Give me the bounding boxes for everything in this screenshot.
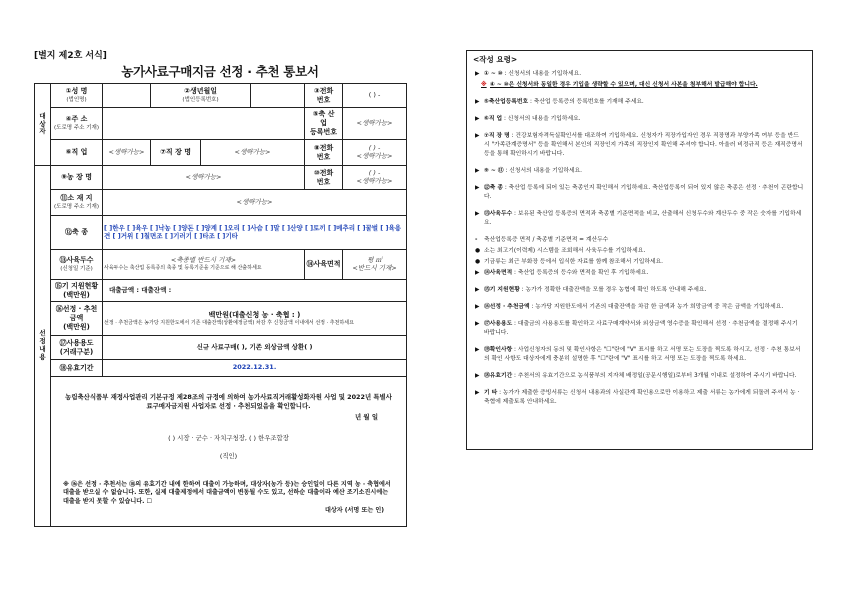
form-number-label: [별지 제2호 서식]	[34, 51, 107, 61]
workplace-value[interactable]: <생략가능>	[201, 140, 305, 166]
guide-item-marker: ▶	[475, 372, 480, 379]
official-seal-label: (직인)	[219, 451, 238, 460]
job-label: ⑥직 업	[51, 140, 103, 166]
guide-item-marker: ●	[475, 258, 481, 265]
guide-item-heading: ⑲확인사항	[484, 346, 513, 353]
guide-item-text	[484, 184, 804, 202]
guide-item	[475, 70, 804, 79]
choice-label: ⑯선정 · 추천 금액 (백만원)	[51, 302, 103, 336]
guide-item-heading: 기 타	[484, 389, 498, 396]
guide-item-text	[484, 389, 804, 407]
statement-box	[51, 377, 407, 527]
guide-item-marker: ▶	[475, 286, 480, 293]
heads-label-cell: ⑬사육두수 (신청일 기준)	[51, 250, 103, 280]
guide-item-heading: ⑭사육면적	[484, 269, 513, 276]
guide-item-text	[484, 98, 804, 107]
selection-side-label: 선 정 내 용	[35, 166, 51, 527]
guide-item	[475, 210, 804, 228]
guide-item-marker: ※	[481, 81, 487, 88]
selection-form	[34, 48, 406, 527]
guide-item-body: : 축산업 등록증의 등수와 면적을 확인 후 기입하세요.	[514, 269, 649, 276]
guide-item-heading: ① ~ ⑩	[484, 71, 503, 77]
guide-item-marker: ▶	[475, 210, 480, 217]
guide-item-body: : 건강보험자격득실확인서를 대조하여 기입하세요. 신청자가 직장가입자인 경우 직장명과 부양가족 여부 등을 반드시 "가족관계증명서" 등을 확인해서 본인의 직장인지 가족의 직장인지 확인해 주셔야 합니다. 아울러 비정규직 등은 재직증명서 등을 통해 확인하시기 바랍니다.	[484, 132, 803, 157]
support-value[interactable]: 대출금액 : 대출잔액 :	[103, 280, 407, 302]
livestock-checkboxes[interactable]: [ ]한우 [ ]육우 [ ]낙농 [ ]양돈 [ ]양계 [ ]오리 [ ]사슴 [ ]말 [ ]산양 [ ]토끼 [ ]메추리 [ ]꿀벌 [ ]육용견 [ ]거위 [ ]칠면조 [ ]기러기 [ ]타조 [ ]기타	[103, 216, 407, 250]
guide-item	[475, 346, 804, 364]
guide-item-heading: ⑯선정 · 추천금액	[484, 303, 530, 310]
use-label: ⑰사용용도 (거래구분)	[51, 336, 103, 360]
guide-item-marker: ▶	[475, 303, 480, 310]
guide-item-text	[484, 320, 804, 338]
guide-item	[475, 98, 804, 107]
guide-item-text	[484, 210, 804, 228]
guide-item-marker: ▶	[475, 98, 480, 105]
livestock-label: ⑫축 종	[51, 216, 103, 250]
guide-item-body: : 추천서의 유효기간으로 농식품부의 지자체 배정일(공문시행일)로부터 3개월 이내로 설정하여 주시기 바랍니다.	[514, 372, 797, 379]
job-value[interactable]: <생략가능>	[103, 140, 151, 166]
area-value[interactable]: 평 ㎡ <반드시 기재>	[343, 250, 407, 280]
guide-item-text	[484, 372, 804, 381]
guide-item	[475, 115, 804, 124]
workplace-label: ⑦직 장 명	[151, 140, 201, 166]
guide-item-marker: ▶	[475, 115, 480, 122]
guide-item	[475, 269, 804, 278]
guide-item-body: 기금류는 최근 부화장 등에서 입식한 자료를 함께 참조해서 기입하세요.	[484, 258, 663, 265]
guide-item-marker: ▶	[475, 184, 480, 191]
guide-item	[475, 286, 804, 295]
guide-item-text	[484, 115, 804, 124]
guide-title: <작성 요령>	[473, 55, 518, 64]
phone2-value[interactable]: ( ) - <생략가능>	[343, 140, 407, 166]
guide-item-heading: ⑰사용용도	[484, 320, 513, 327]
birth-value[interactable]	[251, 84, 305, 108]
guide-item-heading: ⑮기 지원현황	[484, 286, 520, 293]
form-title: 농가사료구매지금 선정 · 추천 통보서	[121, 64, 319, 79]
guide-item	[475, 389, 804, 407]
guide-item-body: : 대출금의 사용용도를 확인하고 사료구매계약서와 외상금액 영수증을 확인해서 선정 · 추천금액을 결정해 주시기 바랍니다.	[484, 320, 798, 336]
guide-item	[475, 184, 804, 202]
guide-item-text	[484, 269, 804, 278]
applicant-side-label: 대 상 자	[35, 84, 51, 166]
guide-item-body: : 농가당 지원한도에서 기존의 대출잔액을 차감 한 금액과 농가 희망금액 중 작은 금액을 기입하세요.	[531, 303, 784, 310]
guide-item	[475, 236, 804, 245]
guide-item-heading: ⑤축산업등록번호	[484, 98, 529, 105]
guide-item-body: : 신청서의 내용을 기입하세요.	[503, 115, 581, 122]
guide-item	[475, 247, 804, 256]
guide-item-body: : 신청서의 내용을 기입하세요.	[505, 167, 582, 174]
guide-item-heading: ④ ~ ⑩은 신청서와 동일한 경우 기입을 생략할 수 있으며, 대신 신청서 사본을 첨부해서 발급해야 합니다.	[490, 81, 758, 88]
farm-name-value[interactable]: <생략가능>	[103, 166, 305, 190]
farm-name-label: ⑨농 장 명	[51, 166, 103, 190]
phone-value[interactable]: ( ) -	[343, 84, 407, 108]
guide-item-body: : 농가가 정확한 대출잔액을 모를 경우 농협에 확인 하도록 안내해 주세요.	[521, 286, 707, 293]
guide-item-heading: ⑫축 종	[484, 184, 504, 191]
guide-item-body: : 축산업 등록증의 등록번호를 기재해 주세요.	[529, 98, 644, 105]
guide-item-body: : 농가가 제출한 증빙서류는 신청서 내용과의 사실관계 확인용으로만 이용하고 제출 서류는 농가에게 되돌려 주셔서 농 · 축협에 제출토록 안내하세요.	[484, 389, 800, 405]
guide-item-marker: ●	[475, 247, 481, 254]
guide-item-text	[484, 346, 804, 364]
address-label-cell: ④주 소 (도로명 주소 기재)	[51, 108, 103, 140]
guide-item	[481, 81, 804, 90]
guide-item-body: 축산업등록증 면적 / 축종별 기준면적 = 계산두수	[484, 236, 609, 243]
guide-item-text	[484, 70, 804, 79]
guide-item-body: : 보유된 축산업 등록증의 면적과 축종별 기준면적을 비교, 산출해서 신청두수와 계산두수 중 작은 숫자를 기입하세요.	[484, 210, 802, 226]
guide-item	[475, 167, 804, 176]
guide-item-marker: ▶	[475, 132, 480, 139]
support-label: ⑮기 지원현황 (백만원)	[51, 280, 103, 302]
guide-item-text	[490, 81, 804, 90]
form-table	[34, 83, 407, 527]
choice-value-cell[interactable]: 백만원(대출신청 농 · 축협 : ) 선정 · 추천금액은 농가당 지원한도에서 기존 대출잔액(상환예정금액) 차감 후 신청금액 이내에서 선정 · 추천하세요	[103, 302, 407, 336]
date-line[interactable]: 년 월 일	[355, 412, 379, 421]
guide-item-text	[484, 286, 804, 295]
registration-value[interactable]: <생략가능>	[343, 108, 407, 140]
guide-item	[475, 258, 804, 267]
guide-item-text	[484, 132, 804, 159]
writing-guide	[466, 50, 813, 450]
guide-item-text	[484, 167, 804, 176]
valid-label: ⑱유효기간	[51, 360, 103, 377]
guide-items	[467, 65, 812, 407]
name-value[interactable]	[103, 84, 151, 108]
guide-item-body: : 축산업 등록에 되어 있는 축종인지 확인해서 기입하세요. 축산업등록이 되어 있지 않은 축종은 선정 · 추천이 곤란합니다.	[484, 184, 804, 200]
guide-item-text	[484, 258, 804, 267]
statement-text: 농림축산식품부 재정사업관리 기본규정 제28조의 규정에 의하여 농가사료직거래활성화자원 사업 및 2022년 특별사료구매자금지원 사업자로 선정 · 추천되었음을 확인합니다.	[65, 393, 392, 411]
office-line: ( ) 시장 · 군수 · 자치구청장, ( ) 한우조합장	[168, 434, 289, 443]
area-label: ⑭사육면적	[305, 250, 343, 280]
guide-item	[475, 303, 804, 312]
guide-item-marker: -	[475, 236, 478, 243]
signature-line[interactable]: 대상자 (서명 또는 인)	[324, 507, 385, 515]
guide-item	[475, 372, 804, 381]
phone3-value[interactable]: ( ) - <생략가능>	[343, 166, 407, 190]
phone2-label: ⑧전화 번호	[305, 140, 343, 166]
guide-item-heading: ⑨ ~ ⑪	[484, 167, 504, 174]
guide-item	[475, 320, 804, 338]
name-label-cell: ①성 명 (법인명)	[51, 84, 103, 108]
guide-item-marker: ▶	[475, 71, 480, 77]
farm-address-label-cell: ⑪소 재 지 (도로명 주소 기재)	[51, 190, 103, 216]
guide-item-text	[484, 303, 804, 312]
guide-item-text	[484, 236, 804, 245]
guide-item-body: : 신청서의 내용을 기입하세요.	[504, 71, 582, 77]
guide-item-heading: ⑬사육두수	[484, 210, 513, 217]
guide-item-heading: ⑥직 업	[484, 115, 503, 122]
guide-item	[475, 132, 804, 159]
farm-address-value[interactable]: <생략가능>	[103, 190, 407, 216]
guide-item-marker: ▶	[475, 167, 480, 174]
guide-item-marker: ▶	[475, 320, 480, 327]
guide-item-heading: ⑦직 장 명	[484, 132, 510, 139]
notice-text: ※ ⑯은 선정 · 추천서는 ⑱의 유효기간 내에 한하여 대출이 가능하며, 대상자(농가 등)는 승인일이 다른 지역 농 · 축협에서 대출을 받으실 수 없습니다. 또한, 실제 대출제정에서 대출금액이 변동될 수도 있고, 선하순 대출이라 예산 조기소진시에는 대출을 받지 못할 수 있습니다. ☐	[63, 480, 391, 506]
guide-item-body: 소는 최고기(이력제) 시스템을 조회해서 사육두수를 기입하세요.	[484, 247, 646, 254]
use-value[interactable]: 신규 사료구매( ), 기존 외상금액 상환( )	[103, 336, 407, 360]
phone3-label: ⑩전화 번호	[305, 166, 343, 190]
registration-label: ⑤축 산 업 등록번호	[305, 108, 343, 140]
heads-value-cell[interactable]: <축종별 반드시 기재> 사육두수는 축산업 등록증의 축종 및 등록기준을 기준으로 해 산출하세요	[103, 250, 305, 280]
guide-item-text	[484, 247, 804, 256]
birth-label-cell: ②생년월일 (법인등록번호)	[151, 84, 251, 108]
address-value[interactable]	[103, 108, 305, 140]
guide-item-marker: ▶	[475, 389, 480, 396]
valid-value: 2022.12.31.	[103, 360, 407, 377]
phone-label: ③전화 번호	[305, 84, 343, 108]
guide-item-marker: ▶	[475, 346, 480, 353]
guide-item-heading: ⑱유효기간	[484, 372, 513, 379]
guide-item-body: : 사업신청자의 동의 및 확인사항은 "☐"란에 "V" 표시를 하고 서명 또는 도장을 찍도록 하시고, 선정 · 추천 통보서의 확인 사항도 대상자에게 충분히 설명한 후 "☐"란에 "V" 표시를 하고 서명 또는 도장을 찍도록 하세요.	[484, 346, 801, 362]
guide-item-marker: ▶	[475, 269, 480, 276]
